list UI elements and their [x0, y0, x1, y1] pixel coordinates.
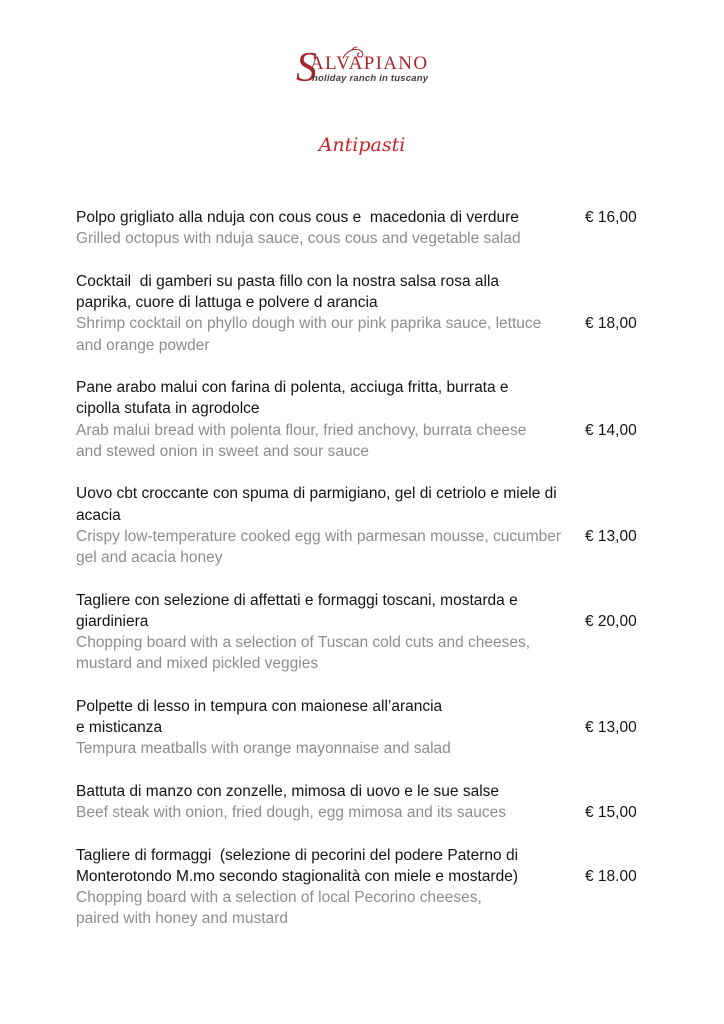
dish-translation: Arab malui bread with polenta flour, fried anchovy, burrata cheese	[76, 421, 527, 439]
dish-name: cipolla stufata in agrodolce	[76, 400, 260, 418]
dish-translation: Shrimp cocktail on phyllo dough with our pink paprika sauce, lettuce	[76, 315, 542, 333]
menu-item	[76, 590, 656, 675]
dish-name: giardiniera	[76, 612, 149, 630]
menu-line	[76, 908, 656, 929]
dish-name: paprika, cuore di lattuga e polvere d arancia	[76, 294, 378, 311]
dish-name: Polpette di lesso in tempura con maionese all’arancia	[76, 697, 443, 715]
logo-wordmark: ALVAPIANO	[310, 53, 429, 74]
menu-item	[76, 696, 656, 760]
menu-line	[76, 738, 656, 759]
menu-line	[76, 845, 656, 866]
menu-line	[76, 653, 656, 674]
menu-line	[76, 802, 656, 823]
menu-line	[76, 632, 656, 653]
dish-translation: Beef steak with onion, fried dough, egg mimosa and its sauces	[76, 804, 506, 821]
section-title: Antipasti	[318, 134, 406, 156]
menu-line	[76, 420, 656, 441]
dish-price: € 14,00	[585, 421, 637, 439]
dish-price: € 18,00	[585, 315, 637, 333]
dish-translation: Grilled octopus with nduja sauce, cous cous and vegetable salad	[76, 230, 521, 248]
dish-price: € 15,00	[585, 804, 637, 821]
menu-line	[76, 590, 656, 611]
menu-line	[76, 483, 656, 504]
vine-ornament-icon	[340, 46, 370, 60]
menu-item	[76, 845, 656, 930]
dish-name: e misticanza	[76, 719, 163, 736]
menu-item	[76, 271, 656, 356]
menu-line	[76, 866, 656, 887]
menu-line	[76, 271, 656, 292]
dish-translation: Tempura meatballs with orange mayonnaise and salad	[76, 740, 451, 758]
menu-line	[76, 292, 656, 313]
dish-price: € 13,00	[585, 527, 637, 545]
antipasti-menu	[76, 207, 656, 951]
menu-line	[76, 398, 656, 419]
dish-name: Cocktail di gamberi su pasta fillo con la nostra salsa rosa alla	[76, 272, 500, 290]
menu-line	[76, 335, 656, 356]
menu-line	[76, 505, 656, 526]
dish-name: Pane arabo malui con farina di polenta, acciuga fritta, burrata e	[76, 379, 509, 396]
dish-translation: mustard and mixed pickled veggies	[76, 655, 319, 673]
dish-name: Tagliere di formaggi (selezione di pecorini del podere Paterno di	[76, 846, 519, 864]
menu-line	[76, 526, 656, 547]
menu-line	[76, 696, 656, 717]
dish-name: Uovo cbt croccante con spuma di parmigiano, gel di cetriolo e miele di	[76, 485, 557, 503]
dish-name: Polpo grigliato alla nduja con cous cous e macedonia di verdure	[76, 209, 519, 226]
menu-line	[76, 781, 656, 802]
menu-line	[76, 313, 656, 334]
dish-translation: gel and acacia honey	[76, 549, 223, 566]
dish-name: Battuta di manzo con zonzelle, mimosa di uovo e le sue salse	[76, 782, 500, 800]
menu-item	[76, 377, 656, 462]
dish-price: € 13,00	[585, 719, 637, 736]
dish-name: Tagliere con selezione di affettati e formaggi toscani, mostarda e	[76, 591, 518, 609]
menu-line	[76, 717, 656, 738]
dish-translation: Crispy low-temperature cooked egg with parmesan mousse, cucumber	[76, 527, 562, 545]
dish-translation: paired with honey and mustard	[76, 910, 288, 928]
menu-line	[76, 887, 656, 908]
dish-price: € 16,00	[585, 209, 637, 226]
menu-line	[76, 228, 656, 249]
logo-tagline: holiday ranch in tuscany	[312, 73, 429, 84]
menu-line	[76, 547, 656, 568]
dish-name: Monterotondo M.mo secondo stagionalità con miele e mostarde)	[76, 867, 518, 885]
menu-item	[76, 207, 656, 250]
dish-name: acacia	[76, 506, 121, 524]
menu-line	[76, 611, 656, 632]
dish-price: € 18.00	[585, 867, 637, 885]
menu-line	[76, 207, 656, 228]
dish-translation: Chopping board with a selection of local Pecorino cheeses,	[76, 889, 482, 906]
menu-line	[76, 377, 656, 398]
menu-line	[76, 441, 656, 462]
dish-translation: and stewed onion in sweet and sour sauce	[76, 442, 369, 460]
dish-price: € 20,00	[585, 612, 637, 630]
dish-translation: and orange powder	[76, 336, 210, 354]
menu-item	[76, 781, 656, 824]
logo	[296, 44, 438, 90]
logo-initial: S	[296, 45, 317, 91]
menu-item	[76, 483, 656, 568]
dish-translation: Chopping board with a selection of Tuscan cold cuts and cheeses,	[76, 634, 531, 651]
